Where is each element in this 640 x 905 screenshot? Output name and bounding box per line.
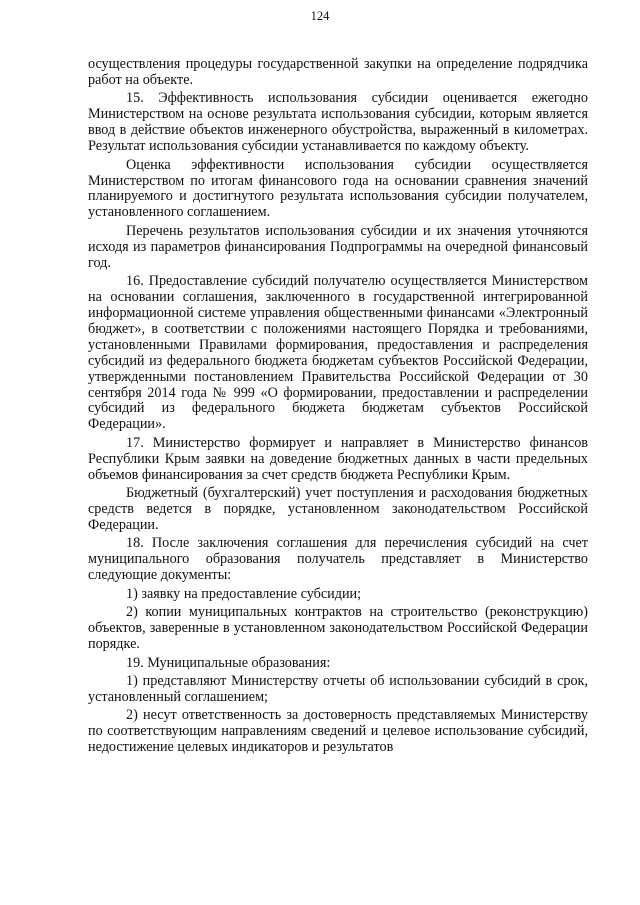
paragraph-item-19: 19. Муниципальные образования: <box>126 654 331 671</box>
paragraph-item-19-sub-2: 2) несут ответственность за достоверность представляемых Министерству по соответствующим направлениям сведений и целевое использование субсидий, недостижение целевых индикаторов и результатов <box>88 707 588 756</box>
paragraph-item-18: 18. После заключения соглашения для перечисления субсидий на счет муниципального образования получатель представляет в Министерство следующие документы: <box>88 535 588 584</box>
paragraph-item-16: 16. Предоставление субсидий получателю осуществляется Министерством на основании соглашения, заключенного в государственной интегрированной информационной системе управления общественными финансами «Электронный бюджет», в соответствии с положениями настоящего Порядка и требованиями, установленными Правилами формирования, предоставления и распределения субсидий из федерального бюджета бюджетам субъектов Российской Федерации, утвержденными постановлением Правительства Российской Федерации от 30 сентября 2014 года № 999 «О формировании, предоставлении и распределении субсидий из федерального бюджета бюджетам субъектов Российской Федерации». <box>88 273 588 433</box>
paragraph-budget-accounting: Бюджетный (бухгалтерский) учет поступления и расходования бюджетных средств ведется в порядке, установленном законодательством Российской Федерации. <box>88 485 588 533</box>
paragraph-item-17: 17. Министерство формирует и направляет в Министерство финансов Республики Крым заявки на доведение бюджетных данных в части предельных объемов финансирования за счет средств бюджета Республики Крым. <box>88 434 588 483</box>
paragraph-item-18-sub-2: 2) копии муниципальных контрактов на строительство (реконструкцию) объектов, заверенные в установленном законодательством Российской Федерации порядке. <box>88 604 588 653</box>
paragraph-item-19-sub-1: 1) представляют Министерству отчеты об использовании субсидий в срок, установленный соглашением; <box>88 673 588 705</box>
page-number: 124 <box>310 9 330 23</box>
paragraph-item-18-sub-1: 1) заявку на предоставление субсидии; <box>126 585 362 602</box>
document-body <box>88 57 588 759</box>
paragraph-item-15: 15. Эффективность использования субсидии оценивается ежегодно Министерством на основе результата использования субсидии, которым является ввод в действие объектов инженерного обустройства, выраженный в километрах. Результат использования субсидии устанавливается по каждому объекту. <box>88 90 588 155</box>
paragraph-efficiency-assessment: Оценка эффективности использования субсидии осуществляется Министерством по итогам финансового года на основании сравнения значений планируемого и достигнутого результата использования субсидии получателем, установленного соглашением. <box>88 156 588 221</box>
paragraph-procurement-continuation: осуществления процедуры государственной закупки на определение подрядчика работ на объекте. <box>88 56 588 88</box>
paragraph-results-list: Перечень результатов использования субсидии и их значения уточняются исходя из параметров финансирования Подпрограммы на очередной финансовый год. <box>88 222 588 271</box>
